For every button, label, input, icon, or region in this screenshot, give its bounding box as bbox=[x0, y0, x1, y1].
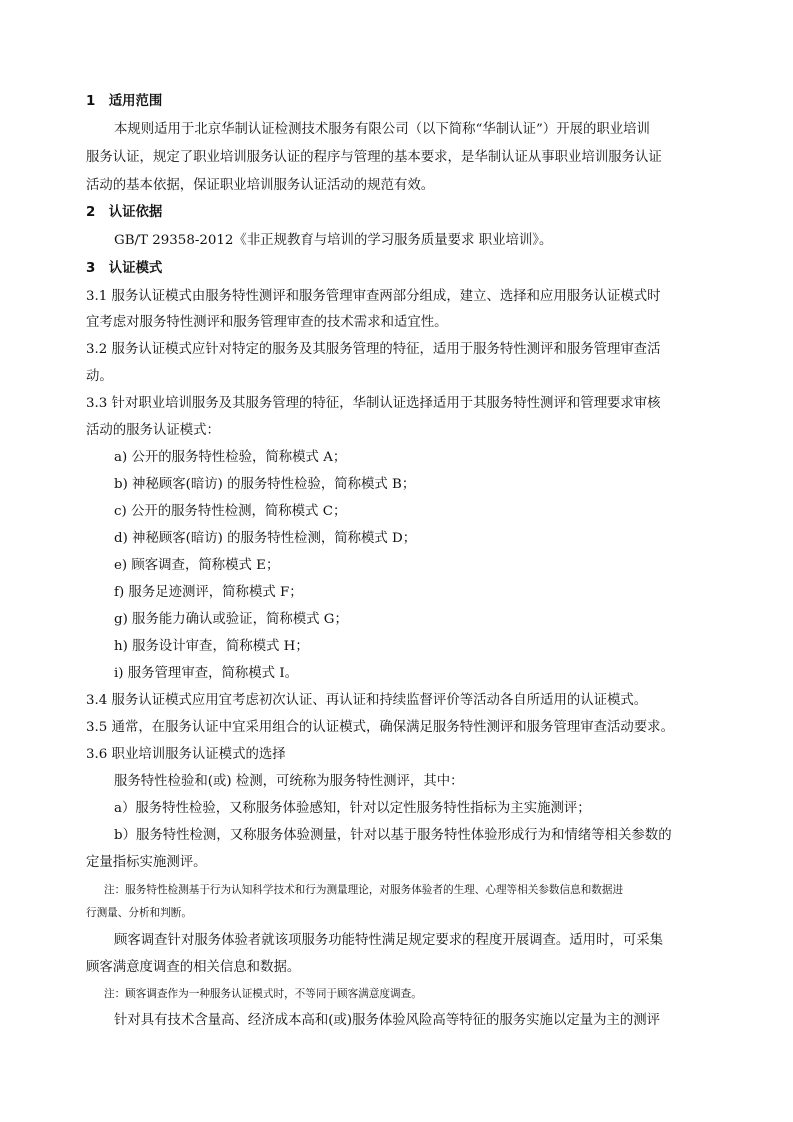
section-1-heading: 1 适用范围 bbox=[86, 94, 163, 109]
section-3-line: 活动的服务认证模式： bbox=[86, 423, 220, 438]
closing-paragraph: 针对具有技术含量高、经济成本高和(或)服务体验风险高等特征的服务实施以定量为主的测评 bbox=[114, 1013, 661, 1028]
section-3-line: 宜考虑对服务特性测评和服务管理审查的技术需求和适宜性。 bbox=[86, 315, 448, 330]
section-2-heading: 2 认证依据 bbox=[86, 205, 163, 220]
mode-item: i) 服务管理审查，简称模式 I。 bbox=[114, 666, 298, 681]
mode-item: h) 服务设计审查，简称模式 H； bbox=[114, 639, 309, 654]
section-3-heading: 3 认证模式 bbox=[86, 261, 163, 276]
survey-paragraph-cont: 顾客满意度调查的相关信息和数据。 bbox=[86, 960, 301, 975]
mode-item: g) 服务能力确认或验证，简称模式 G； bbox=[114, 612, 348, 627]
mode-item: e) 顾客调查，简称模式 E； bbox=[114, 558, 280, 573]
mode-item: a) 公开的服务特性检验，简称模式 A； bbox=[114, 450, 347, 465]
paragraph-3-6-b-cont: 定量指标实施测评。 bbox=[86, 855, 207, 870]
mode-item: d) 神秘顾客(暗访) 的服务特性检测，简称模式 D； bbox=[114, 531, 417, 546]
note-2: 注：顾客调查作为一种服务认证模式时，不等同于顾客满意度调查。 bbox=[104, 988, 422, 1000]
section-1-line: 服务认证，规定了职业培训服务认证的程序与管理的基本要求，是华制认证从事职业培训服务认证 bbox=[86, 150, 662, 165]
mode-item: b) 神秘顾客(暗访) 的服务特性检验，简称模式 B； bbox=[114, 477, 416, 492]
mode-item: c) 公开的服务特性检测，简称模式 C； bbox=[114, 504, 347, 519]
section-1-line: 活动的基本依据，保证职业培训服务认证活动的规范有效。 bbox=[86, 178, 435, 193]
section-3-line: 3.3 针对职业培训服务及其服务管理的特征，华制认证选择适用于其服务特性测评和管理要求审核 bbox=[86, 396, 661, 411]
paragraph-3-6-intro: 服务特性检验和(或) 检测，可统称为服务特性测评，其中： bbox=[114, 774, 464, 789]
section-3-line: 3.1 服务认证模式由服务特性测评和服务管理审查两部分组成，建立、选择和应用服务认证模式时 bbox=[86, 289, 661, 304]
mode-item: f) 服务足迹测评，简称模式 F； bbox=[114, 585, 303, 600]
section-3-line: 动。 bbox=[86, 369, 113, 384]
paragraph-3-6-a: a）服务特性检验，又称服务体验感知，针对以定性服务特性指标为主实施测评； bbox=[114, 801, 591, 816]
paragraph-3-4: 3.4 服务认证模式应用宜考虑初次认证、再认证和持续监督评价等活动各自所适用的认证模式。 bbox=[86, 693, 648, 708]
survey-paragraph: 顾客调查针对服务体验者就该项服务功能特性满足规定要求的程度开展调查。适用时，可采集 bbox=[114, 933, 664, 948]
section-3-line: 3.2 服务认证模式应针对特定的服务及其服务管理的特征，适用于服务特性测评和服务管理审查活 bbox=[86, 342, 661, 357]
paragraph-3-5: 3.5 通常，在服务认证中宜采用组合的认证模式，确保满足服务特性测评和服务管理审查活动要求。 bbox=[86, 720, 674, 735]
section-2-line: GB/T 29358-2012《非正规教育与培训的学习服务质量要求 职业培训》。 bbox=[114, 233, 553, 248]
note-1-cont: 行测量、分析和判断。 bbox=[86, 907, 192, 919]
paragraph-3-6-b: b）服务特性检测，又称服务体验测量，针对以基于服务特性体验形成行为和情绪等相关参数的 bbox=[114, 828, 672, 843]
paragraph-3-6-title: 3.6 职业培训服务认证模式的选择 bbox=[86, 747, 286, 762]
note-1: 注：服务特性检测基于行为认知科学技术和行为测量理论，对服务体验者的生理、心理等相关参数信息和数据进 bbox=[104, 884, 624, 896]
section-1-line: 本规则适用于北京华制认证检测技术服务有限公司（以下简称“华制认证”）开展的职业培训 bbox=[114, 122, 650, 137]
